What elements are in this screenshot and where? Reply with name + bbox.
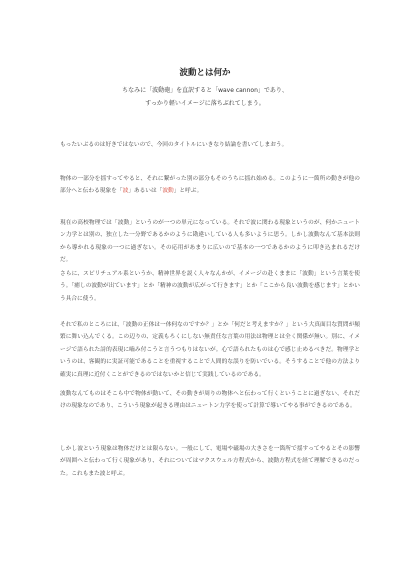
intro-block — [0, 84, 410, 110]
paragraph-6: 波動なんてものはそこら中で物体が動いて、その動きが周りの物体へと伝わって行くということに過ぎない、それだけの現象なのであり、こういう現象が起きる理由はニュートン力学を使って計算で導いてやる事ができるのである。 — [60, 391, 360, 410]
paragraph-2-post: 」と呼ぶ。 — [173, 188, 203, 195]
intro-line-1: ちなみに「波動砲」を直訳すると「wave cannon」であり、 — [122, 87, 288, 94]
paragraph-4: さらに、スピリチュアル系というか、精神世界を説く人々なんかが、イメージの赴くままに「波動」という言葉を使う。「癒しの波動が出ています」とか「精神の波動が広がって行きます」とか「ここから良い波動を感じます」とかいう具合に使う。 — [60, 271, 360, 302]
paragraph-2 — [60, 173, 360, 198]
paragraph-7: しかし波という現象は物体だけとは限らない。一般にして、電場や磁場の大きさを一箇所で揺すってやるとその影響が周囲へと伝わって行く現象があり、それについてはマクスウェル方程式から、波動方程式を経て理解できるのだった。これもまた波と呼ぶ。 — [60, 446, 360, 477]
highlight-wave: 波 — [122, 188, 129, 195]
paragraph-5: それで私のところには、「波動の正体は一体何なのですか？」とか「何だと考えますか？」という大真面目な質問が頻繁に舞い込んでくる。この辺りの、定義もろくにしない無責任な言葉の用法は物理とは全く関係が無い。別に、イメージで語られた詩的表現に嚙み付こうと言うつもりはないが。心で語られたものは心で感じ止めるべきだ。物理学というのは、客観的に実証可能であることを重視することで人間的な誤りを防いでいる。そうすることで他の方法より確実に真理に近付くことができるのではないかと信じて実践しているのである。 — [60, 322, 360, 378]
paragraph-2-pre: 物体の一部分を揺すってやると、それに繋がった別の部分もそのうちに揺れ始める。このように一箇所の動きが他の部分へと伝わる現象を「 — [60, 176, 360, 195]
paragraph-1: もったいぶるのは好きではないので、今回のタイトルにいきなり結論を書いてしまおう。 — [60, 142, 288, 148]
intro-line-2: すっかり軽いイメージに落ちぶれてしまう。 — [145, 100, 265, 107]
page-title: 波動とは何か — [179, 68, 231, 78]
highlight-wave-motion: 波動 — [162, 188, 174, 195]
paragraph-3: 現在の高校物理では「波動」というのが一つの単元になっている。それで波に関わる現象というのが、何かニュートン力学とは別の、独立した一分野であるかのように勘違いしている人も多いように思う。しかし波動なんて基本法則から導かれる現象の一つに過ぎない。その応用があまりに広いので基本の一つであるかのように叩き込まれるだけだ。 — [60, 220, 360, 264]
paragraph-2-mid: 」あるいは「 — [128, 188, 163, 195]
